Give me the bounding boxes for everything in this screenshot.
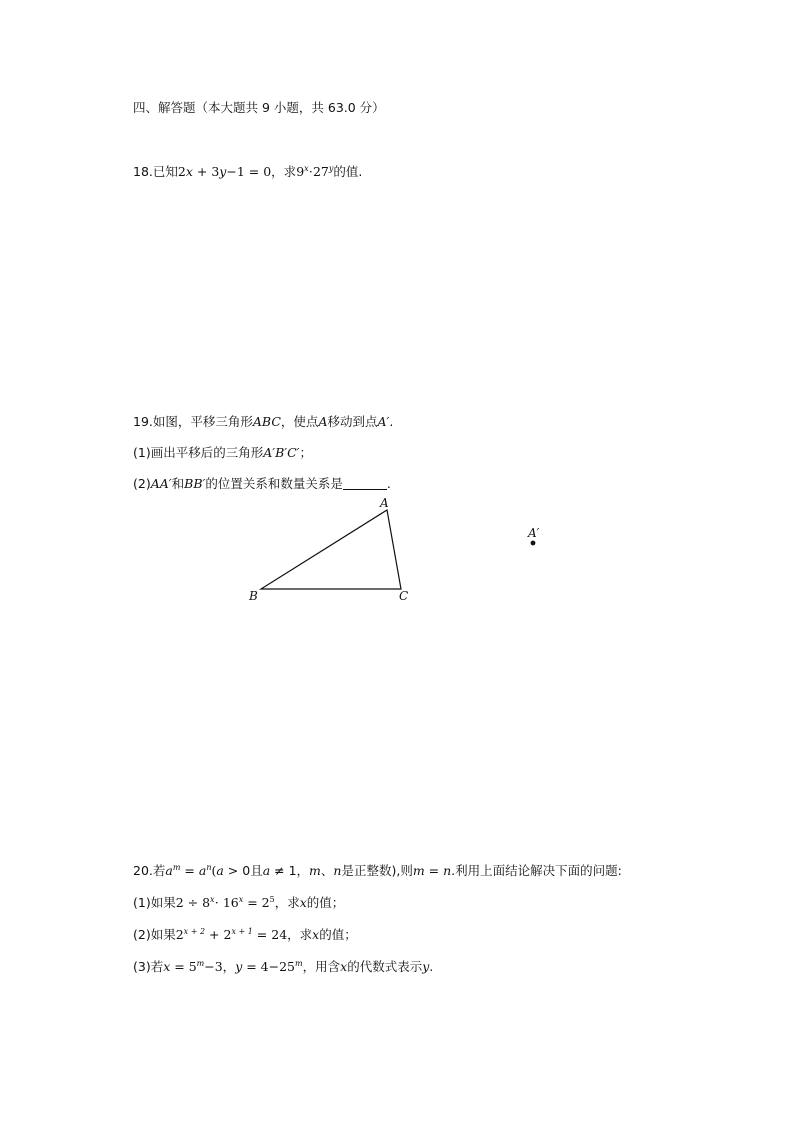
label-c: C — [399, 589, 409, 603]
triangle-abc — [261, 510, 401, 589]
question-20-part-2: (2)如果$2^{x + 2} + 2^{x + 1} = 24$，求x的值； — [133, 927, 357, 942]
label-a: A — [380, 496, 389, 510]
label-b: B — [249, 589, 258, 603]
q20-number: 20. — [133, 863, 153, 878]
question-19-part-2: (2)AA′和BB′的位置关系和数量关系是 . — [133, 476, 391, 491]
q18-number: 18. — [133, 164, 153, 179]
question-19: 19.如图，平移三角形ABC，使点A移动到点A′. — [133, 414, 394, 429]
section-heading: 四、解答题（本大题共 9 小题，共 63.0 分） — [133, 100, 385, 115]
question-20-part-3: (3)若$x = 5^m-3$，$y = 4-25^m$，用含x的代数式表示y. — [133, 959, 434, 974]
question-20: 20.若$a^m = a^n(a > 0$且a ≠ 1，m、n是正整数),则m = n.利用上面结论解决下面的问题: — [133, 863, 622, 878]
q19-number: 19. — [133, 414, 153, 429]
label-a-prime: A′ — [528, 526, 540, 540]
question-20-part-1: (1)如果$2 \div 8^x\cdot 16^x = 2^5$，求x的值； — [133, 895, 345, 910]
q18-text: 已知 — [152, 164, 178, 179]
point-a-prime — [531, 541, 536, 546]
question-18: 18.已知2x + 3y−1 = 0，求$9^x\cdot 27^y$的值. — [133, 164, 363, 179]
question-19-part-1: (1)画出平移后的三角形A′B′C′； — [133, 445, 313, 460]
